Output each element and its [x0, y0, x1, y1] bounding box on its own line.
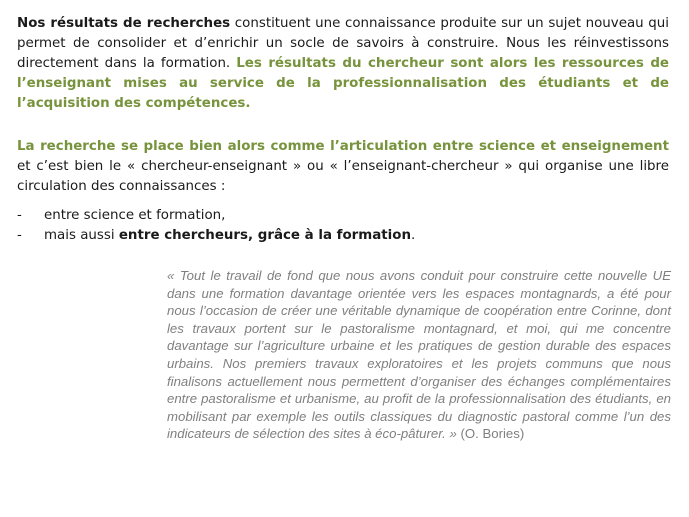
list-item	[17, 206, 669, 226]
paragraph-research-results	[17, 14, 669, 114]
bullet-list	[17, 206, 669, 246]
quotation-text: « Tout le travail de fond que nous avons conduit pour construire cette nouvelle UE dans une formation davantage orientée vers les espaces montagnards, a été pour nous l’occasion de créer une véritable dynamique de coopération entre Corinne, dont les travaux portent sur le pastoralisme montagnard, et moi, qui me concentre davantage sur l’agriculture urbaine et les pratiques de gestion durable des espaces urbains. Nos premiers travaux exploratoires et les projets communs que nous finalisons actuellement nous permettent d’organiser des échanges complémentaires entre pastoralisme et urbanisme, au profit de la professionnalisation des étudiants, en mobilisant par exemple les outils classiques du diagnostic pastoral comme l’un des indicateurs de sélection des sites à éco-pâturer. »	[167, 268, 671, 442]
list-item-bold: entre chercheurs, grâce à la formation	[118, 228, 411, 243]
quotation-block	[167, 267, 671, 443]
list-item-text: mais aussi	[44, 228, 119, 243]
list-item-text: entre science et formation,	[44, 208, 226, 223]
paragraph-text: constituent une connaissance produite sur un sujet nouveau qui permet de consolider et d’enrichir un socle de savoirs à construire. Nous les réinvestissons directement dans la formation.	[17, 16, 670, 71]
list-item-tail: .	[411, 228, 416, 243]
green-highlight: Les résultats du chercheur sont alors les ressources de l’enseignant mises au service de la professionnalisation des étudiants et de l’acquisition des compétences.	[17, 56, 669, 111]
paragraph-text: et c’est bien le « chercheur-enseignant » ou « l’enseignant-chercheur » qui organise une libre circulation des connaissances :	[17, 159, 669, 194]
green-highlight: La recherche se place bien alors comme l’articulation entre science et enseignement	[17, 139, 669, 154]
quotation-attribution: (O. Bories)	[456, 426, 525, 442]
list-item	[17, 226, 669, 246]
list-dash: -	[17, 208, 22, 223]
list-dash: -	[17, 228, 22, 243]
paragraph-articulation	[17, 137, 669, 197]
bold-lead: Nos résultats de recherches	[17, 16, 231, 31]
